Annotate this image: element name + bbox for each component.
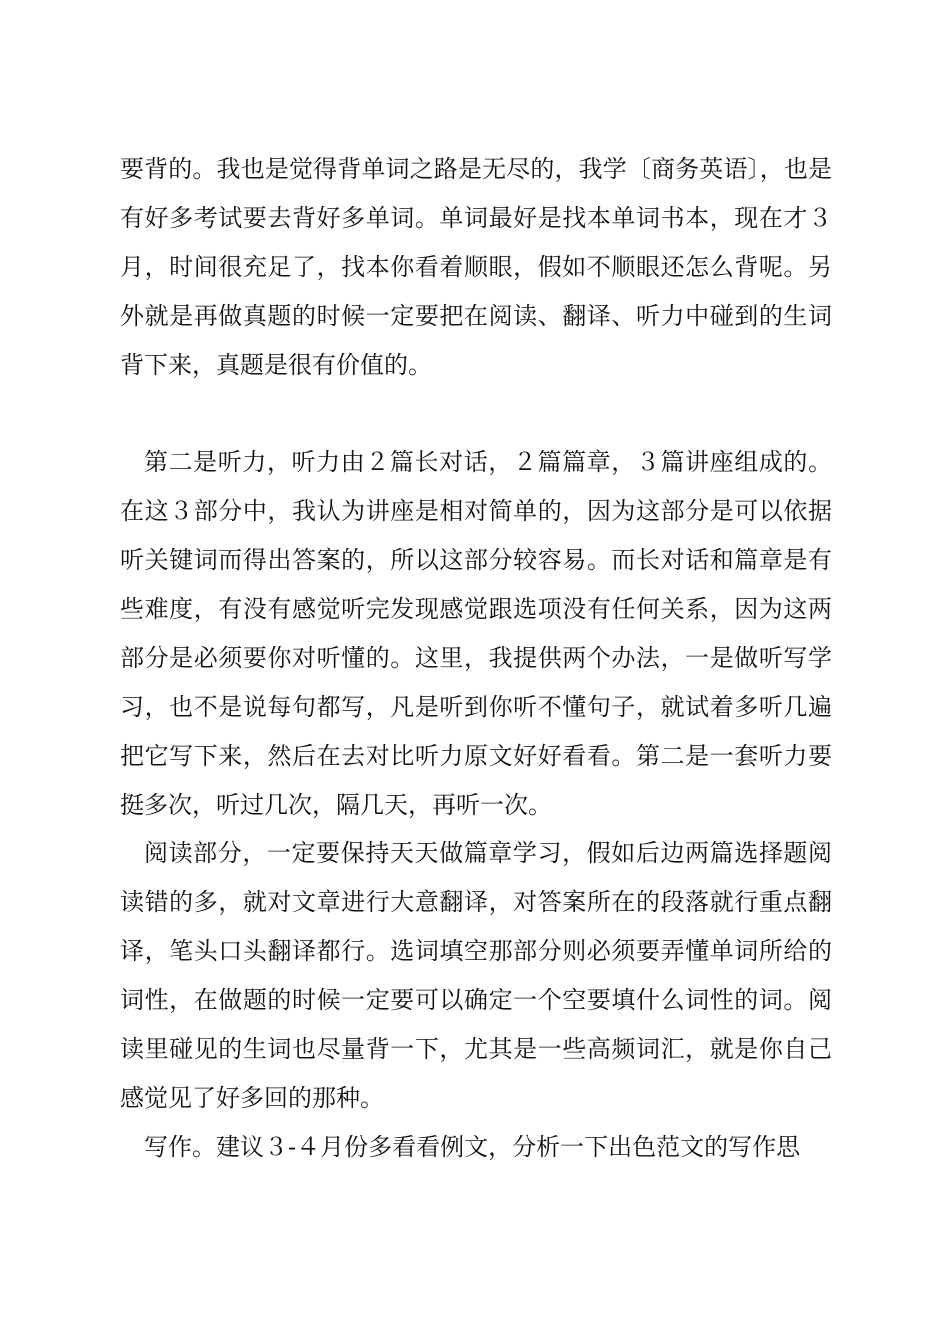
paragraph-writing: 写作。建议３-４月份多看看例文，分析一下出色范文的写作思 <box>144 1133 801 1161</box>
paragraph-reading: 阅读部分，一定要保持天天做篇章学习，假如后边两篇选择题阅读错的多，就对文章进行大意翻译，对答案所在的段落就行重点翻译，笔头口头翻译都行。选词填空那部分则必须要弄懂单词所给的词性，在做题的时候一定要可以确定一个空要填什么词性的词。阅读里碰见的生词也尽量背一下，尤其是一些高频词汇，就是你自己感觉见了好多回的那种。 <box>120 839 832 1112</box>
paragraph-vocabulary: 要背的。我也是觉得背单词之路是无尽的，我学〔商务英语〕，也是有好多考试要去背好多单词。单词最好是找本单词书本，现在才３月，时间很充足了，找本你看着顺眼，假如不顺眼还怎么背呢。另外就是再做真题的时候一定要把在阅读、翻译、听力中碰到的生词背下来，真题是很有价值的。 <box>120 155 832 379</box>
paragraph-listening: 第二是听力，听力由２篇长对话，２篇篇章，３篇讲座组成的。在这３部分中，我认为讲座是相对简单的，因为这部分是可以依据听关键词而得出答案的，所以这部分较容易。而长对话和篇章是有些难度，有没有感觉听完发现感觉跟选项没有任何关系，因为这两部分是必须要你对听懂的。这里，我提供两个办法，一是做听写学习，也不是说每句都写，凡是听到你听不懂句子，就试着多听几遍把它写下来，然后在去对比听力原文好好看看。第二是一套听力要挺多次，听过几次，隔几天，再听一次。 <box>120 448 832 819</box>
